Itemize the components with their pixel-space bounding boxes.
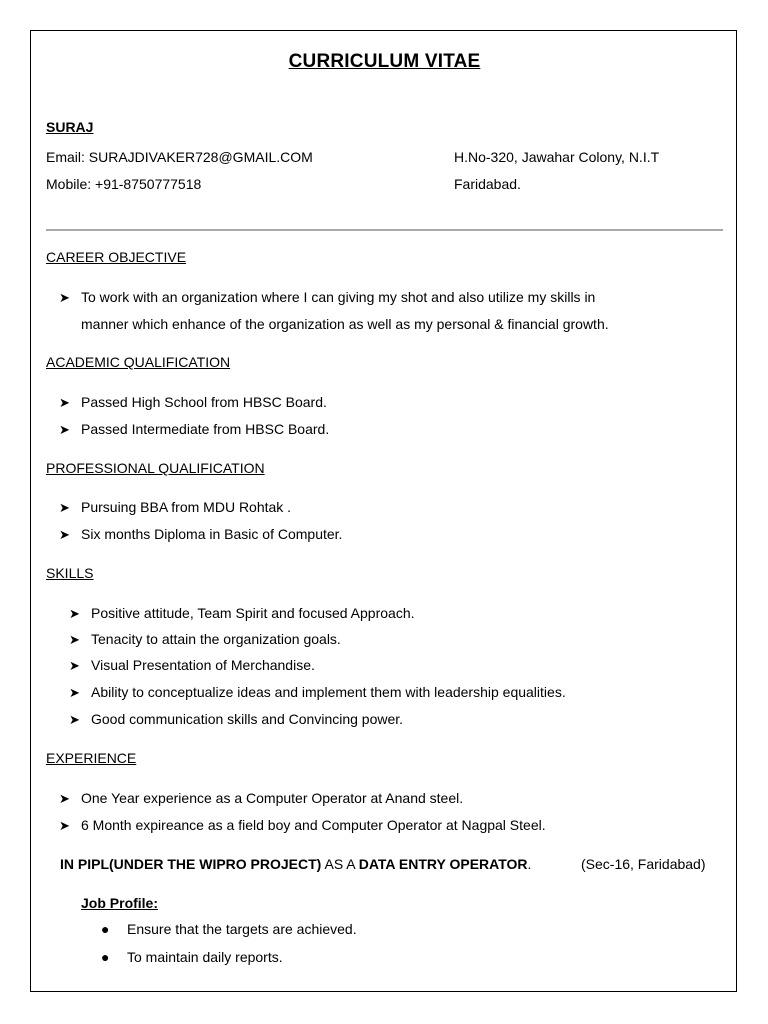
list-item: ➤ Six months Diploma in Basic of Computer.	[59, 526, 343, 542]
address-line-2: Faridabad.	[454, 176, 521, 192]
professional-qualification-heading: PROFESSIONAL QUALIFICATION	[46, 460, 265, 476]
career-objective-heading: CAREER OBJECTIVE	[46, 249, 187, 265]
address-line-1: H.No-320, Jawahar Colony, N.I.T	[454, 149, 660, 165]
arrow-bullet-icon: ➤	[69, 685, 80, 700]
arrow-bullet-icon: ➤	[59, 500, 70, 515]
document-frame	[30, 30, 737, 992]
divider	[46, 229, 723, 231]
list-item: ➤ Ability to conceptualize ideas and implement them with leadership equalities.	[69, 684, 566, 700]
document-title: CURRICULUM VITAE	[288, 51, 481, 72]
experience-heading: EXPERIENCE	[46, 750, 137, 766]
list-item: ➤ Visual Presentation of Merchandise.	[69, 657, 315, 673]
list-item: ➤ Good communication skills and Convincing power.	[69, 711, 404, 727]
arrow-bullet-icon: ➤	[59, 290, 70, 305]
list-item: ➤ Passed Intermediate from HBSC Board.	[59, 421, 330, 437]
mobile: Mobile: +91-8750777518	[46, 176, 202, 192]
list-item: ➤ To work with an organization where I can giving my shot and also utilize my skills in	[59, 289, 596, 305]
arrow-bullet-icon: ➤	[59, 818, 70, 833]
email: Email: SURAJDIVAKER728@GMAIL.COM	[46, 149, 313, 165]
arrow-bullet-icon: ➤	[59, 527, 70, 542]
list-item: ➤ 6 Month expireance as a field boy and Computer Operator at Nagpal Steel.	[59, 817, 546, 833]
list-item: ● Ensure that the targets are achieved.	[101, 921, 357, 937]
current-job-line: IN PIPL(UNDER THE WIPRO PROJECT) AS A DATA ENTRY OPERATOR.	[60, 856, 532, 872]
list-item: ➤ Positive attitude, Team Spirit and focused Approach.	[69, 605, 415, 621]
job-location: (Sec-16, Faridabad)	[581, 856, 706, 872]
list-item: ➤ Pursuing BBA from MDU Rohtak .	[59, 499, 292, 515]
arrow-bullet-icon: ➤	[69, 606, 80, 621]
arrow-bullet-icon: ➤	[69, 712, 80, 727]
list-item: ● To maintain daily reports.	[101, 949, 283, 965]
arrow-bullet-icon: ➤	[59, 791, 70, 806]
skills-heading: SKILLS	[46, 565, 94, 581]
arrow-bullet-icon: ➤	[59, 395, 70, 410]
job-profile-heading: Job Profile:	[81, 895, 159, 911]
arrow-bullet-icon: ➤	[69, 658, 80, 673]
candidate-name: SURAJ	[46, 119, 94, 135]
list-item: ➤ Passed High School from HBSC Board.	[59, 394, 327, 410]
academic-qualification-heading: ACADEMIC QUALIFICATION	[46, 354, 231, 370]
list-item: ➤ Tenacity to attain the organization goals.	[69, 631, 341, 647]
arrow-bullet-icon: ➤	[59, 422, 70, 437]
list-item-continuation: manner which enhance of the organization as well as my personal & financial growth.	[81, 316, 609, 332]
list-item: ➤ One Year experience as a Computer Operator at Anand steel.	[59, 790, 464, 806]
arrow-bullet-icon: ➤	[69, 632, 80, 647]
dot-bullet-icon: ●	[101, 949, 110, 965]
dot-bullet-icon: ●	[101, 921, 110, 937]
